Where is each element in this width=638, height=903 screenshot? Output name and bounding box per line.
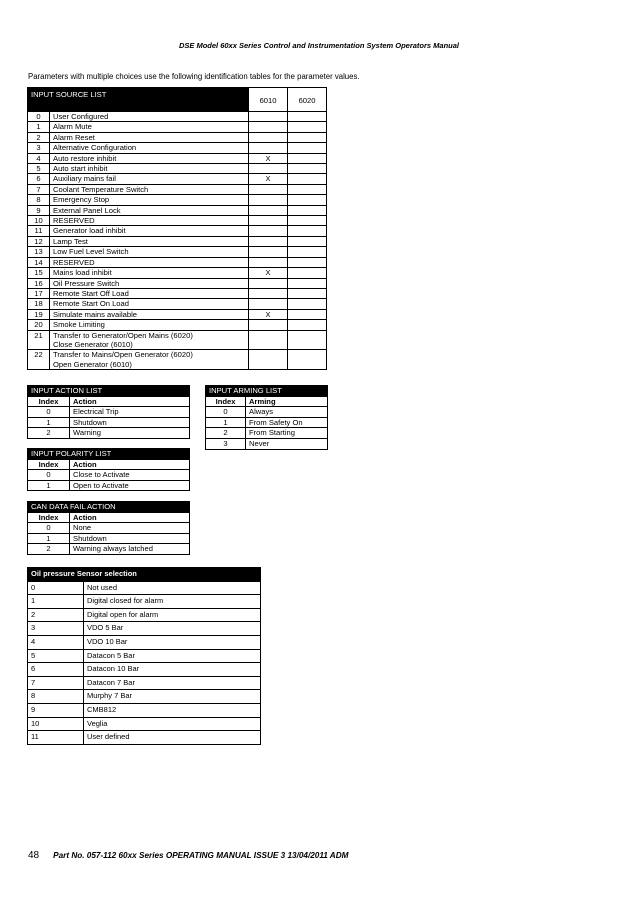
table-row (28, 257, 327, 267)
input-source-header-row (28, 88, 327, 112)
table-row (28, 226, 327, 236)
item-index: 0 (28, 523, 70, 534)
row-label: Smoke Limiting (50, 320, 249, 330)
intro-text: Parameters with multiple choices use the following identification tables for the parameter values. (28, 72, 360, 81)
item-value: Close to Activate (70, 470, 190, 481)
row-index: 6 (28, 174, 50, 184)
row-6010: X (249, 153, 288, 163)
input-polarity-table (27, 448, 190, 491)
row-label: Auto restore inhibit (50, 153, 249, 163)
row-6010 (249, 247, 288, 257)
item-index: 1 (28, 417, 70, 428)
row-label (50, 350, 249, 370)
table-row (28, 676, 261, 690)
value-header: Action (70, 459, 190, 470)
item-index: 1 (206, 417, 246, 428)
row-label: User Configured (50, 112, 249, 122)
row-6010 (249, 122, 288, 132)
item-value: From Starting (246, 428, 328, 439)
row-6010 (249, 320, 288, 330)
table-row (28, 595, 261, 609)
table-row (28, 132, 327, 142)
index-header: Index (28, 396, 70, 407)
row-index: 5 (28, 164, 50, 174)
item-value: Open to Activate (70, 480, 190, 491)
row-6010 (249, 216, 288, 226)
table-row (28, 247, 327, 257)
row-index: 20 (28, 320, 50, 330)
row-label: Oil Pressure Switch (50, 278, 249, 288)
row-index: 10 (28, 216, 50, 226)
row-6010 (249, 288, 288, 298)
table-row (28, 112, 327, 122)
sensor-index: 5 (28, 649, 84, 663)
list-item (28, 480, 190, 491)
item-value: Shutdown (70, 533, 190, 544)
table-row (28, 122, 327, 132)
sensor-index: 1 (28, 595, 84, 609)
row-index: 4 (28, 153, 50, 163)
table-row (28, 703, 261, 717)
table-row (28, 195, 327, 205)
row-6020 (288, 205, 327, 215)
row-index: 13 (28, 247, 50, 257)
index-header: Index (28, 459, 70, 470)
row-6010 (249, 132, 288, 142)
row-index: 22 (28, 350, 50, 370)
table-row (28, 236, 327, 246)
row-index: 9 (28, 205, 50, 215)
row-label: Lamp Test (50, 236, 249, 246)
list-item (28, 523, 190, 534)
table-row (28, 350, 327, 370)
can-fail-title: CAN DATA FAIL ACTION (28, 502, 190, 513)
row-6020 (288, 226, 327, 236)
item-index: 3 (206, 438, 246, 449)
row-index: 2 (28, 132, 50, 142)
row-6010 (249, 278, 288, 288)
table-row (28, 663, 261, 677)
row-label: Auxiliary mains fail (50, 174, 249, 184)
row-index: 21 (28, 330, 50, 350)
row-label-line2: Open Generator (6010) (53, 359, 132, 369)
row-6020 (288, 236, 327, 246)
value-header: Action (70, 396, 190, 407)
row-6020 (288, 268, 327, 278)
sensor-index: 0 (28, 581, 84, 595)
table-row (28, 153, 327, 163)
table-row (28, 635, 261, 649)
table-row (28, 278, 327, 288)
row-6010: X (249, 268, 288, 278)
row-6010 (249, 143, 288, 153)
table-row (28, 717, 261, 731)
sensor-value: VDO 10 Bar (84, 635, 261, 649)
row-label: Remote Start Off Load (50, 288, 249, 298)
row-6020 (288, 309, 327, 319)
row-6010 (249, 205, 288, 215)
row-index: 7 (28, 184, 50, 194)
row-6010 (249, 226, 288, 236)
sensor-value: CMB812 (84, 703, 261, 717)
table-row (28, 690, 261, 704)
row-6020 (288, 153, 327, 163)
sensor-value: VDO 5 Bar (84, 622, 261, 636)
row-6010 (249, 350, 288, 370)
input-arming-table (205, 385, 328, 450)
row-6010 (249, 330, 288, 350)
row-index: 3 (28, 143, 50, 153)
row-label: Alternative Configuration (50, 143, 249, 153)
row-6010 (249, 236, 288, 246)
table-row (28, 184, 327, 194)
index-header: Index (206, 396, 246, 407)
table-row (28, 174, 327, 184)
row-6020 (288, 350, 327, 370)
table-row (28, 164, 327, 174)
item-index: 0 (206, 407, 246, 418)
table-row (28, 268, 327, 278)
row-label: Alarm Reset (50, 132, 249, 142)
table-row (28, 581, 261, 595)
input-source-title: INPUT SOURCE LIST (28, 88, 249, 112)
row-6010: X (249, 309, 288, 319)
table-row (28, 649, 261, 663)
row-6020 (288, 257, 327, 267)
row-label: Simulate mains available (50, 309, 249, 319)
sensor-value: Datacon 10 Bar (84, 663, 261, 677)
row-label: External Panel Lock (50, 205, 249, 215)
row-6020 (288, 164, 327, 174)
list-item (206, 428, 328, 439)
table-row (28, 216, 327, 226)
sensor-value: Not used (84, 581, 261, 595)
list-item (206, 438, 328, 449)
row-6010: X (249, 174, 288, 184)
row-6020 (288, 288, 327, 298)
list-item (28, 533, 190, 544)
row-label-line2: Close Generator (6010) (53, 339, 133, 349)
page-header: DSE Model 60xx Series Control and Instrumentation System Operators Manual (178, 41, 460, 50)
input-arming-title: INPUT ARMING LIST (206, 386, 328, 397)
item-index: 2 (28, 428, 70, 439)
row-6020 (288, 299, 327, 309)
row-index: 8 (28, 195, 50, 205)
row-index: 11 (28, 226, 50, 236)
sensor-index: 3 (28, 622, 84, 636)
row-6010 (249, 195, 288, 205)
sensor-index: 8 (28, 690, 84, 704)
row-label-line1: Transfer to Mains/Open Generator (6020) (53, 350, 193, 360)
sensor-index: 10 (28, 717, 84, 731)
col-6020: 6020 (288, 88, 327, 112)
row-label: Auto start inhibit (50, 164, 249, 174)
row-index: 15 (28, 268, 50, 278)
row-6020 (288, 174, 327, 184)
row-label: RESERVED (50, 257, 249, 267)
table-row (28, 320, 327, 330)
row-label: Low Fuel Level Switch (50, 247, 249, 257)
row-label: Remote Start On Load (50, 299, 249, 309)
sensor-index: 7 (28, 676, 84, 690)
sensor-value: User defined (84, 731, 261, 745)
row-6010 (249, 164, 288, 174)
item-value: Shutdown (70, 417, 190, 428)
oil-sensor-table (27, 567, 261, 745)
table-row (28, 143, 327, 153)
row-6020 (288, 216, 327, 226)
input-action-title: INPUT ACTION LIST (28, 386, 190, 397)
row-label-line1: Transfer to Generator/Open Mains (6020) (53, 330, 193, 340)
item-index: 2 (28, 544, 70, 555)
item-value: None (70, 523, 190, 534)
page-footer (28, 850, 348, 861)
row-label: Coolant Temperature Switch (50, 184, 249, 194)
can-fail-table (27, 501, 190, 555)
row-6020 (288, 320, 327, 330)
list-item (28, 428, 190, 439)
row-6020 (288, 247, 327, 257)
row-label: Emergency Stop (50, 195, 249, 205)
table-row (28, 205, 327, 215)
row-label: RESERVED (50, 216, 249, 226)
col-6010: 6010 (249, 88, 288, 112)
item-index: 0 (28, 470, 70, 481)
row-index: 1 (28, 122, 50, 132)
row-index: 17 (28, 288, 50, 298)
row-6020 (288, 195, 327, 205)
row-label: Alarm Mute (50, 122, 249, 132)
list-item (28, 470, 190, 481)
sensor-index: 2 (28, 608, 84, 622)
row-label (50, 330, 249, 350)
sensor-value: Veglia (84, 717, 261, 731)
value-header: Arming (246, 396, 328, 407)
table-row (28, 309, 327, 319)
table-row (28, 288, 327, 298)
sensor-value: Datacon 5 Bar (84, 649, 261, 663)
row-label: Mains load inhibit (50, 268, 249, 278)
row-6020 (288, 278, 327, 288)
sensor-index: 9 (28, 703, 84, 717)
row-6020 (288, 143, 327, 153)
sensor-value: Datacon 7 Bar (84, 676, 261, 690)
item-value: Never (246, 438, 328, 449)
item-value: Electrical Trip (70, 407, 190, 418)
item-value: Always (246, 407, 328, 418)
row-index: 18 (28, 299, 50, 309)
row-6010 (249, 299, 288, 309)
table-row (28, 622, 261, 636)
list-item (28, 407, 190, 418)
row-index: 12 (28, 236, 50, 246)
page-number: 48 (28, 850, 40, 861)
row-label: Generator load inhibit (50, 226, 249, 236)
item-index: 1 (28, 533, 70, 544)
sensor-value: Digital closed for alarm (84, 595, 261, 609)
sensor-value: Murphy 7 Bar (84, 690, 261, 704)
row-6020 (288, 330, 327, 350)
row-6020 (288, 112, 327, 122)
row-6020 (288, 122, 327, 132)
item-value: Warning (70, 428, 190, 439)
value-header: Action (70, 512, 190, 523)
sensor-index: 4 (28, 635, 84, 649)
row-index: 16 (28, 278, 50, 288)
table-row (28, 731, 261, 745)
item-value: From Safety On (246, 417, 328, 428)
footer-text: Part No. 057-112 60xx Series OPERATING MANUAL ISSUE 3 13/04/2011 ADM (53, 851, 349, 860)
item-index: 0 (28, 407, 70, 418)
row-index: 19 (28, 309, 50, 319)
row-6020 (288, 184, 327, 194)
row-6010 (249, 184, 288, 194)
list-item (206, 407, 328, 418)
table-row (28, 608, 261, 622)
input-polarity-title: INPUT POLARITY LIST (28, 449, 190, 460)
item-value: Warning always latched (70, 544, 190, 555)
index-header: Index (28, 512, 70, 523)
item-index: 1 (28, 480, 70, 491)
row-6010 (249, 257, 288, 267)
table-row (28, 299, 327, 309)
table-row (28, 330, 327, 350)
row-6020 (288, 132, 327, 142)
input-action-table (27, 385, 190, 439)
row-6010 (249, 112, 288, 122)
item-index: 2 (206, 428, 246, 439)
sensor-value: Digital open for alarm (84, 608, 261, 622)
sensor-index: 11 (28, 731, 84, 745)
input-source-table (27, 87, 327, 370)
list-item (206, 417, 328, 428)
list-item (28, 417, 190, 428)
row-index: 0 (28, 112, 50, 122)
list-item (28, 544, 190, 555)
oil-sensor-title: Oil pressure Sensor selection (28, 568, 261, 582)
sensor-index: 6 (28, 663, 84, 677)
row-index: 14 (28, 257, 50, 267)
